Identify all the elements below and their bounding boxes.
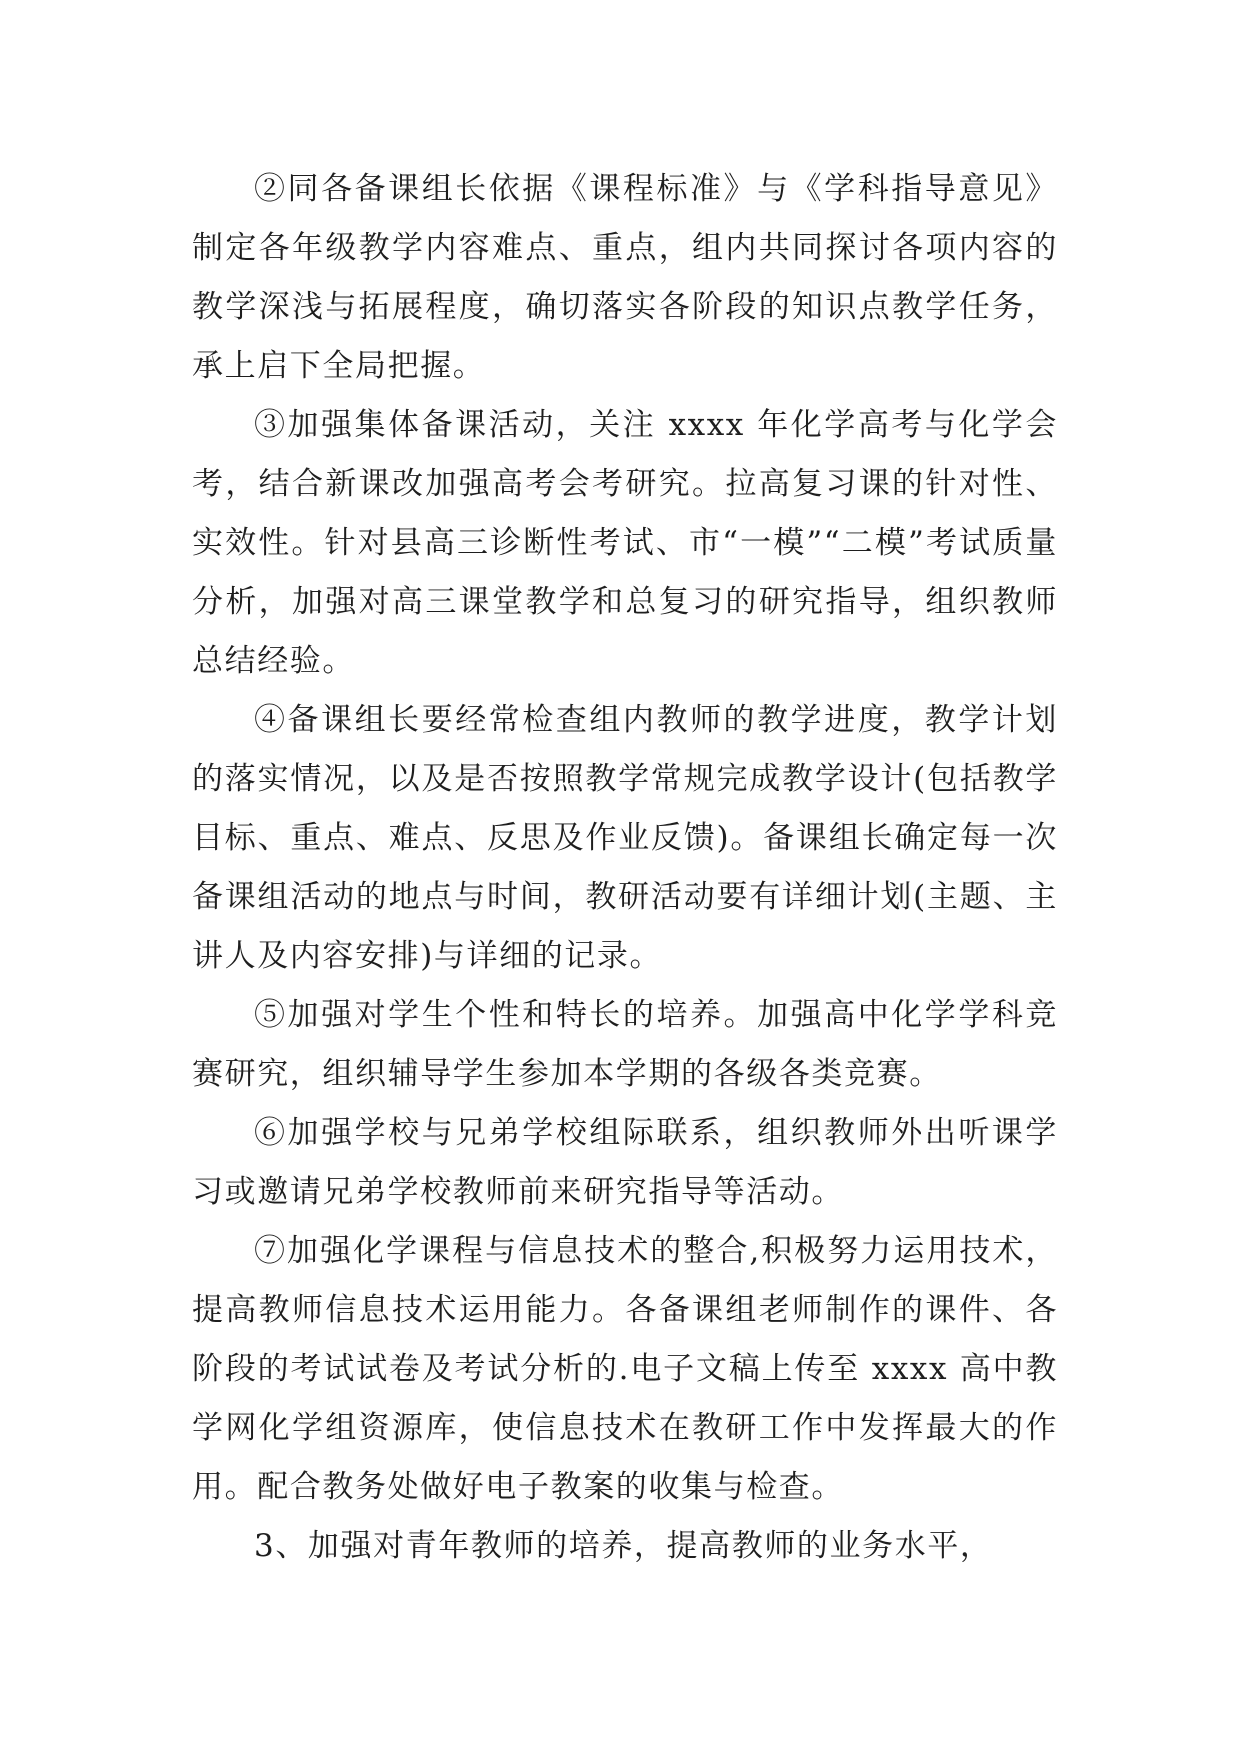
- paragraph-item-2: ②同各备课组长依据《课程标准》与《学科指导意见》制定各年级教学内容难点、重点，组内共同探讨各项内容的教学深浅与拓展程度，确切落实各阶段的知识点教学任务，承上启下全局把握。: [192, 171, 1058, 384]
- paragraph-item-6: ⑥加强学校与兄弟学校组际联系，组织教师外出听课学习或邀请兄弟学校教师前来研究指导等活动。: [192, 1115, 1058, 1210]
- document-body: [192, 160, 1058, 1576]
- paragraph-item-3: ③加强集体备课活动，关注 xxxx 年化学高考与化学会考，结合新课改加强高考会考研究。拉高复习课的针对性、实效性。针对县高三诊断性考试、市“一模”“二模”考试质量分析，加强对高三课堂教学和总复习的研究指导，组织教师总结经验。: [192, 407, 1058, 679]
- paragraph-item-5: ⑤加强对学生个性和特长的培养。加强高中化学学科竞赛研究，组织辅导学生参加本学期的各级各类竞赛。: [192, 997, 1058, 1092]
- paragraph-item-7: ⑦加强化学课程与信息技术的整合,积极努力运用技术，提高教师信息技术运用能力。各备课组老师制作的课件、各阶段的考试试卷及考试分析的.电子文稿上传至 xxxx 高中教学网化学组资源库，使信息技术在教研工作中发挥最大的作用。配合教务处做好电子教案的收集与检查。: [192, 1233, 1058, 1505]
- paragraph-section-3: 3、加强对青年教师的培养，提高教师的业务水平，: [254, 1528, 993, 1564]
- paragraph-item-4: ④备课组长要经常检查组内教师的教学进度，教学计划的落实情况，以及是否按照教学常规完成教学设计(包括教学目标、重点、难点、反思及作业反馈)。备课组长确定每一次备课组活动的地点与时间，教研活动要有详细计划(主题、主讲人及内容安排)与详细的记录。: [192, 702, 1058, 974]
